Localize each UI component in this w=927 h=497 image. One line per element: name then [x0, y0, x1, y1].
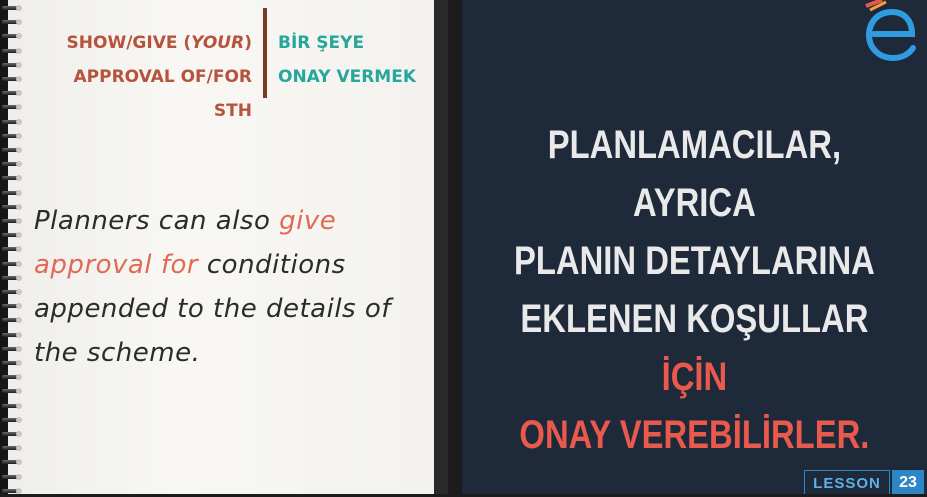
translation-line4: ONAY VEREBİLİRLER.	[519, 413, 870, 457]
spiral-ring	[2, 302, 26, 310]
brand-logo-icon	[860, 0, 920, 62]
spiral-ring	[2, 288, 26, 296]
term-turkish	[278, 26, 416, 94]
spiral-ring	[2, 61, 26, 69]
spiral-ring	[2, 174, 26, 182]
term-english-line1: SHOW/GIVE (YOUR)	[66, 33, 252, 53]
spiral-ring	[2, 444, 26, 452]
spiral-ring	[2, 189, 26, 197]
example-sentence: Planners can also give approval for conditions appended to the details of the scheme.	[34, 206, 391, 368]
spiral-ring	[2, 331, 26, 339]
term-turkish-line2: ONAY VERMEK	[278, 67, 417, 87]
spiral-ring	[2, 75, 26, 83]
spiral-binding	[0, 0, 30, 494]
spiral-ring	[2, 18, 26, 26]
term-turkish-line1: BİR ŞEYE	[278, 33, 365, 53]
spiral-ring	[2, 473, 26, 481]
translation-highlight-1: İÇİN	[661, 355, 728, 399]
spiral-ring	[2, 316, 26, 324]
spiral-ring	[2, 89, 26, 97]
spiral-ring	[2, 103, 26, 111]
notebook-page	[0, 0, 448, 494]
spiral-ring	[2, 217, 26, 225]
term-divider	[263, 8, 267, 98]
translation-text	[504, 116, 885, 464]
spiral-ring	[2, 132, 26, 140]
spiral-ring	[2, 203, 26, 211]
spiral-ring	[2, 345, 26, 353]
translation-line2: PLANIN DETAYLARINA	[513, 239, 875, 283]
spiral-ring	[2, 430, 26, 438]
spiral-ring	[2, 274, 26, 282]
spiral-ring	[2, 416, 26, 424]
translation-line3: EKLENEN KOŞULLAR İÇİN	[520, 297, 869, 399]
spiral-ring	[2, 373, 26, 381]
term-english	[30, 26, 252, 128]
spiral-ring	[2, 402, 26, 410]
spiral-ring	[2, 146, 26, 154]
spiral-ring	[2, 160, 26, 168]
spiral-ring	[2, 231, 26, 239]
spiral-ring	[2, 4, 26, 12]
term-english-line2: APPROVAL OF/FOR STH	[73, 67, 252, 121]
spiral-ring	[2, 458, 26, 466]
spiral-ring	[2, 387, 26, 395]
spiral-ring	[2, 47, 26, 55]
translation-panel	[462, 0, 927, 494]
notebook-spine	[434, 0, 448, 494]
spiral-ring	[2, 32, 26, 40]
translation-line1: PLANLAMACILAR, AYRICA	[547, 123, 842, 225]
spiral-ring	[2, 245, 26, 253]
spiral-ring	[2, 359, 26, 367]
lesson-number: 23	[892, 470, 924, 494]
term-english-emphasis: YOUR	[191, 33, 245, 53]
spiral-ring	[2, 260, 26, 268]
spiral-ring	[2, 118, 26, 126]
lesson-label: LESSON	[804, 470, 890, 494]
example-highlight: give approval for	[34, 206, 337, 280]
